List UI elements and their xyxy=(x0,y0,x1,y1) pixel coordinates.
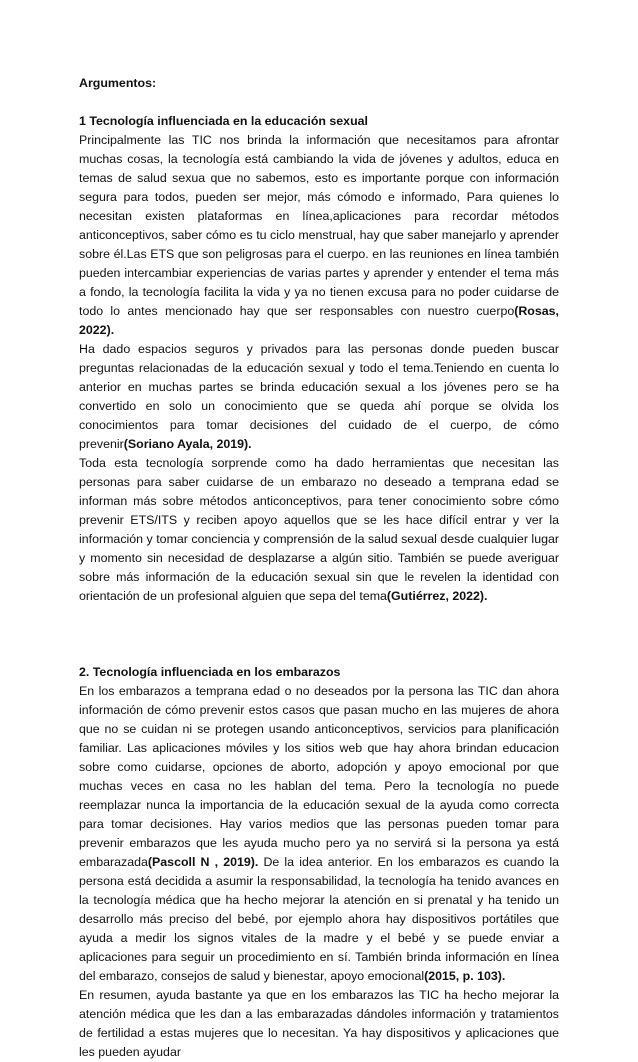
section-2-paragraph-2 xyxy=(79,986,559,1062)
section-2-paragraph-1 xyxy=(79,682,559,986)
citation: (Gutiérrez, 2022). xyxy=(386,589,488,603)
section-2-heading: 2. Tecnología influenciada en los embarazos xyxy=(79,665,341,679)
spacer xyxy=(79,93,559,112)
paragraph-text: En los embarazos a temprana edad o no deseados por la persona las TIC dan ahora información de cómo prevenir estos casos que pasan mucho en las mujeres de ahora que no se cuidan ni se protegen usando anticonceptivos, servicios para planificación familiar. Las aplicaciones móviles y los sitios web que hay ahora brindan educacion sobre como cuidarse, opciones de aborto, adopción y apoyo emocional por que muchas veces en casa no les hablan del tema. Pero la tecnología no puede reemplazar nunca la importancia de la educación sexual de la ayuda como correcta para tomar decisiones. Hay varios medios que las personas pueden tomar para prevenir embarazos que les ayuda mucho pero ya no servirá si la persona ya está embarazada xyxy=(79,684,559,869)
section-1-heading: 1 Tecnología influenciada en la educación sexual xyxy=(79,114,368,128)
paragraph-text: Principalmente las TIC nos brinda la información que necesitamos para afrontar muchas cosas, la tecnología está cambiando la vida de jóvenes y adultos, educa en temas de salud sexua que no sabemos, esto es importante porque con información segura para todos, pueden ser mejor, más cómodo e informado, Para quienes lo necesitan existen plataformas en línea,aplicaciones para recordar métodos anticonceptivos, saber cómo es tu ciclo menstrual, hay que saber manejarlo y aprender sobre él.Las ETS que son peligrosas para el cuerpo. en las reuniones en línea también pueden intercambiar experiencias de varias partes y aprender y entender el tema más a fondo, la tecnología facilita la vida y ya no tienen excusa para no poder cuidarse de todo lo antes mencionado hay que ser responsables con nuestro cuerpo xyxy=(79,133,559,318)
citation: (Pascoll N , 2019). xyxy=(147,855,259,869)
section-1-paragraph-3 xyxy=(79,454,559,606)
citation: (Soriano Ayala, 2019). xyxy=(123,437,252,451)
paragraph-text: Toda esta tecnología sorprende como ha dado herramientas que necesitan las personas para saber cuidarse de un embarazo no deseado a temprana edad se informan más sobre métodos anticonceptivos, para tener conocimiento sobre cómo prevenir ETS/ITS y reciben apoyo aquellos que se les hace difícil entrar y ver la información y tomar conciencia y comprensión de la salud sexual desde cualquier lugar y momento sin necesidad de desplazarse a algún sitio. También se puede averiguar sobre más información de la educación sexual sin que le revelen la identidad con orientación de un profesional alguien que sepa del tema xyxy=(79,456,559,603)
paragraph-text: Ha dado espacios seguros y privados para las personas donde pueden buscar preguntas relacionadas de la educación sexual y todo el tema.Teniendo en cuenta lo anterior en muchas partes se brinda educación sexual a los jóvenes pero se ha convertido en solo un conocimiento que se queda ahí porque se olvida los conocimientos para tomar decisiones del cuidado de el cuerpo, de cómo prevenir xyxy=(79,342,559,451)
section-1-paragraph-1 xyxy=(79,131,559,340)
citation: (Rosas, 2022). xyxy=(79,304,559,337)
paragraph-text: De la idea anterior. En los embarazos es cuando la persona está decidida a asumir la responsabilidad, la tecnología ha tenido avances en la tecnología médica que ha hecho mejorar la atención en si prenatal y ha tenido un desarrollo más preciso del bebé, por ejemplo ahora hay dispositivos portátiles que ayuda a medir los signos vitales de la madre y el bebé y se puede enviar a aplicaciones para seguir un procedimiento en sí. También brinda información en línea del embarazo, consejos de salud y bienestar, apoyo emocional xyxy=(79,855,559,983)
citation: (2015, p. 103). xyxy=(424,969,506,983)
section-1-paragraph-2 xyxy=(79,340,559,454)
document-title: Argumentos: xyxy=(79,76,157,90)
paragraph-text: En resumen, ayuda bastante ya que en los embarazos las TIC ha hecho mejorar la atención médica que les dan a las embarazadas dándoles información y tratamientos de fertilidad a estas mujeres que lo necesitan. Ya hay dispositivos y aplicaciones que les pueden ayudar xyxy=(79,988,559,1059)
spacer xyxy=(79,606,559,663)
